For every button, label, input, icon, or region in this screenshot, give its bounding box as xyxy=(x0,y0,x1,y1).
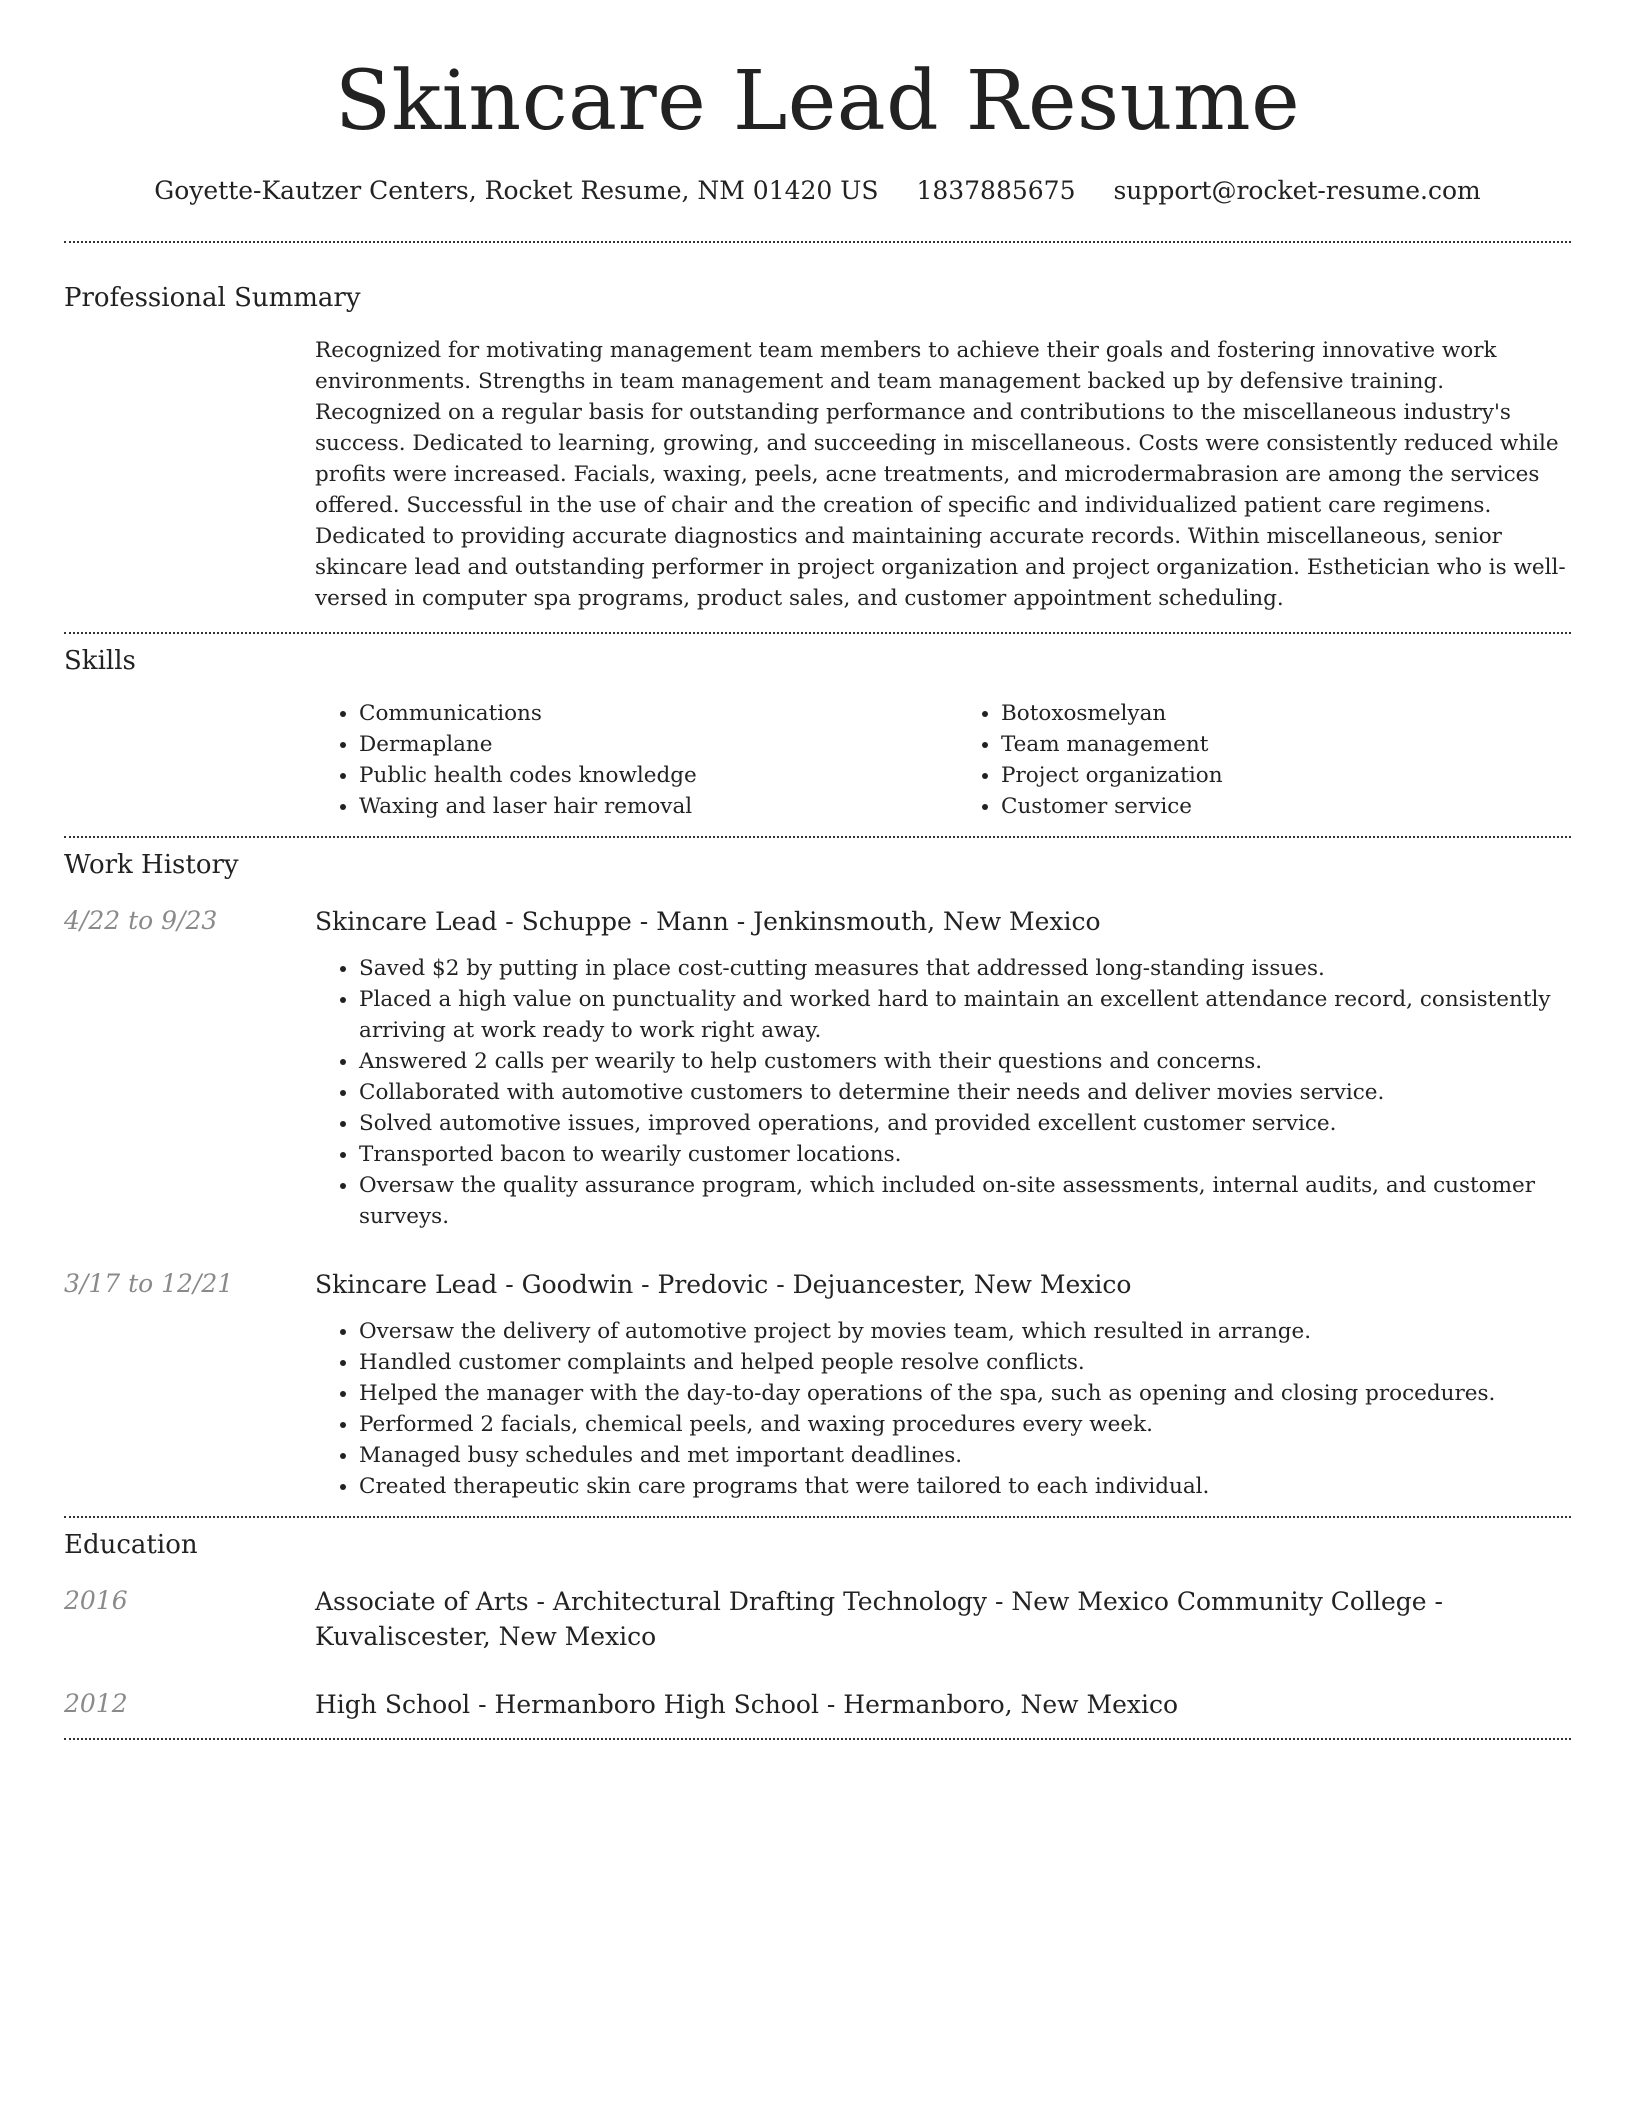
professional-summary-section xyxy=(64,281,1571,614)
skill-item: • Customer service xyxy=(1001,791,1571,822)
job-bullet: • Managed busy schedules and met important deadlines. xyxy=(359,1440,1571,1471)
job-bullet: • Oversaw the delivery of automotive project by movies team, which resulted in arrange. xyxy=(359,1316,1571,1347)
divider xyxy=(64,1738,1571,1740)
job-bullet: • Created therapeutic skin care programs that were tailored to each individual. xyxy=(359,1471,1571,1502)
job-bullet: • Collaborated with automotive customers to determine their needs and deliver movies service. xyxy=(359,1077,1571,1108)
education-details: - New Mexico Community College - Kuvaliscester, New Mexico xyxy=(315,1587,1443,1651)
divider xyxy=(64,836,1571,838)
skill-item: • Botoxosmelyan xyxy=(1001,698,1571,729)
education-year: 2016 xyxy=(64,1586,128,1615)
contact-phone: 1837885675 xyxy=(916,176,1076,205)
skill-item: • Communications xyxy=(359,698,929,729)
education-title xyxy=(315,1687,1571,1722)
contact-line xyxy=(64,174,1571,208)
job-bullet: • Helped the manager with the day-to-day operations of the spa, such as opening and closing procedures. xyxy=(359,1378,1571,1409)
job-bullet: • Saved $2 by putting in place cost-cutting measures that addressed long-standing issues. xyxy=(359,953,1571,984)
job-bullet: • Oversaw the quality assurance program, which included on-site assessments, internal audits, and customer surveys. xyxy=(359,1170,1571,1232)
job-bullet: • Performed 2 facials, chemical peels, and waxing procedures every week. xyxy=(359,1409,1571,1440)
education-details: - Hermanboro High School - Hermanboro, New Mexico xyxy=(470,1690,1179,1719)
divider xyxy=(64,241,1571,243)
resume-title: Skincare Lead Resume xyxy=(334,54,1301,149)
skills-section xyxy=(64,644,1571,822)
section-heading-summary: Professional Summary xyxy=(64,283,361,313)
section-heading-skills: Skills xyxy=(64,646,136,676)
divider xyxy=(64,1516,1571,1518)
skill-item: • Dermaplane xyxy=(359,729,929,760)
education-entry xyxy=(64,1584,1571,1654)
education-year: 2012 xyxy=(64,1689,128,1718)
job-bullets xyxy=(315,1316,1571,1502)
job-entry xyxy=(64,1267,1571,1502)
job-dates: 4/22 to 9/23 xyxy=(64,906,218,935)
job-entry xyxy=(64,904,1571,1232)
section-heading-work: Work History xyxy=(64,850,239,880)
education-section xyxy=(64,1528,1571,1722)
divider xyxy=(64,632,1571,634)
contact-address: Goyette-Kautzer Centers, Rocket Resume, NM 01420 US xyxy=(154,176,879,205)
contact-email: support@rocket-resume.com xyxy=(1113,176,1481,205)
job-title: Skincare Lead - Goodwin - Predovic - Dejuancester, New Mexico xyxy=(315,1270,1132,1299)
skill-item: • Waxing and laser hair removal xyxy=(359,791,929,822)
work-history-section xyxy=(64,848,1571,1502)
summary-text: Recognized for motivating management team members to achieve their goals and fostering innovative work environments. Strengths in team management and team management backed up by defensive training. Recognized on a regular basis for outstanding performance and contributions to the miscellaneous industry's success. Dedicated to learning, growing, and succeeding in miscellaneous. Costs were consistently reduced while profits were increased. Facials, waxing, peels, acne treatments, and microdermabrasion are among the services offered. Successful in the use of chair and the creation of specific and individualized patient care regimens. Dedicated to providing accurate diagnostics and maintaining accurate records. Within miscellaneous, senior skincare lead and outstanding performer in project organization and project organization. Esthetician who is well-versed in computer spa programs, product sales, and customer appointment scheduling. xyxy=(315,338,1566,611)
skill-item: • Project organization xyxy=(1001,760,1571,791)
skill-item: • Team management xyxy=(1001,729,1571,760)
job-bullet: • Handled customer complaints and helped people resolve conflicts. xyxy=(359,1347,1571,1378)
education-entry xyxy=(64,1687,1571,1722)
skills-list-left xyxy=(315,698,929,822)
job-dates: 3/17 to 12/21 xyxy=(64,1269,234,1298)
job-bullets xyxy=(315,953,1571,1232)
job-title: Skincare Lead - Schuppe - Mann - Jenkinsmouth, New Mexico xyxy=(315,907,1101,936)
job-bullet: • Solved automotive issues, improved operations, and provided excellent customer service. xyxy=(359,1108,1571,1139)
job-bullet: • Placed a high value on punctuality and worked hard to maintain an excellent attendance record, consistently arriving at work ready to work right away. xyxy=(359,984,1571,1046)
job-bullet: • Answered 2 calls per wearily to help customers with their questions and concerns. xyxy=(359,1046,1571,1077)
education-degree: Associate of Arts - Architectural Drafting Technology xyxy=(315,1587,988,1616)
job-bullet: • Transported bacon to wearily customer locations. xyxy=(359,1139,1571,1170)
resume-page xyxy=(64,0,1571,1740)
education-title xyxy=(315,1584,1571,1654)
skills-list-right xyxy=(929,698,1571,822)
section-heading-education: Education xyxy=(64,1530,198,1560)
education-degree: High School xyxy=(315,1690,471,1719)
skill-item: • Public health codes knowledge xyxy=(359,760,929,791)
